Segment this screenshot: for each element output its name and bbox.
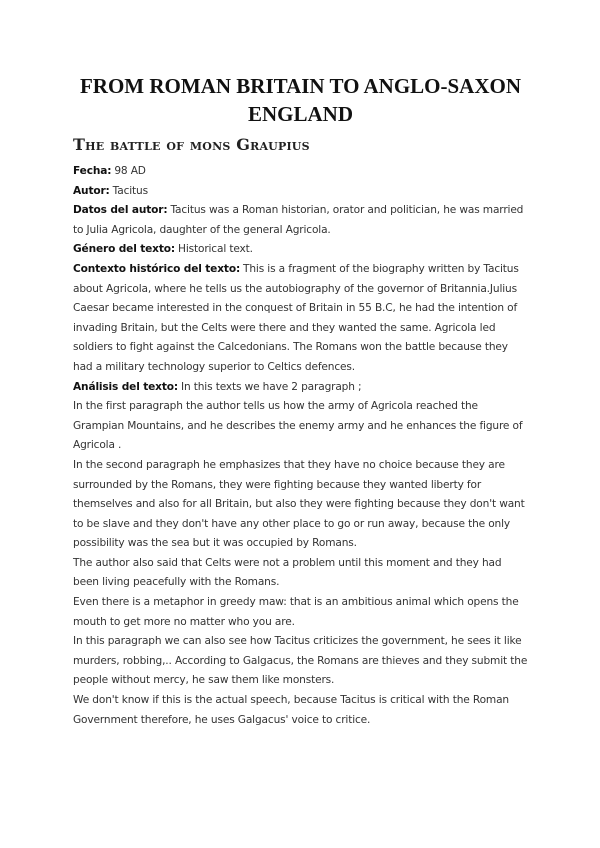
paragraph-metaphor: Even there is a metaphor in greedy maw: that is an ambitious animal which opens the mouth to get more no matter who you are. (73, 596, 519, 628)
field-analisis-del-texto (73, 378, 528, 398)
paragraph-second: In the second paragraph he emphasizes that they have no choice because they are surrounded by the Romans, they were fighting because they wanted liberty for themselves and also for all Britain, but also they were fighting because they don't want to be slave and they don't have any other place to go or run away, because the only possibility was the sea but it was occupied by Romans. (73, 458, 525, 550)
field-value: 98 AD (114, 165, 146, 177)
field-label: Análisis del texto: (73, 380, 178, 393)
field-contexto-historico (73, 260, 528, 378)
paragraph-celts: The author also said that Celts were not a problem until this moment and they had been living peacefully with the Romans. (73, 556, 502, 589)
field-label: Datos del autor: (73, 204, 168, 217)
field-value: Historical text. (178, 243, 253, 256)
document-title: FROM ROMAN BRITAIN TO ANGLO-SAXON ENGLAND (79, 74, 522, 126)
field-value: In this texts we have 2 paragraph ; (180, 380, 362, 393)
field-genero-del-texto (73, 240, 528, 260)
field-label: Contexto histórico del texto: (73, 262, 241, 275)
document-body (73, 162, 528, 730)
field-autor (73, 182, 528, 202)
field-value: Tacitus was a Roman historian, orator and politician, he was married to Julia Agricola, daughter of the general Agricola. (73, 204, 524, 236)
paragraph-first: In the first paragraph the author tells us how the army of Agricola reached the Grampian Mountains, and he describes the enemy army and he enhances the figure of Agricola . (73, 400, 523, 452)
paragraph-speech: We don't know if this is the actual speech, because Tacitus is critical with the Roman Government therefore, he uses Galgacus' voice to critice. (73, 694, 509, 726)
field-datos-del-autor (73, 201, 528, 240)
field-label: Género del texto: (73, 243, 175, 256)
field-fecha (73, 162, 528, 182)
document-subtitle: The battle of mons Graupius (73, 135, 310, 154)
field-label: Autor: (73, 184, 110, 197)
field-value: Tacitus (112, 184, 148, 197)
paragraph-criticism: In this paragraph we can also see how Tacitus criticizes the government, he sees it like murders, robbing,.. According to Galgacus, the Romans are thieves and they submit the people without mercy, he saw them like monsters. (73, 635, 528, 687)
field-label: Fecha: (73, 165, 112, 177)
field-value: This is a fragment of the biography written by Tacitus about Agricola, where he tells us the autobiography of the governor of Britannia.Julius Caesar became interested in the conquest of Britain in 55 B.C, he had the intention of invading Britain, but the Celts were there and they wanted the same. Agricola led soldiers to fight against the Calcedonians. The Romans won the battle because they had a military technology superior to Celtics defences. (73, 262, 519, 373)
